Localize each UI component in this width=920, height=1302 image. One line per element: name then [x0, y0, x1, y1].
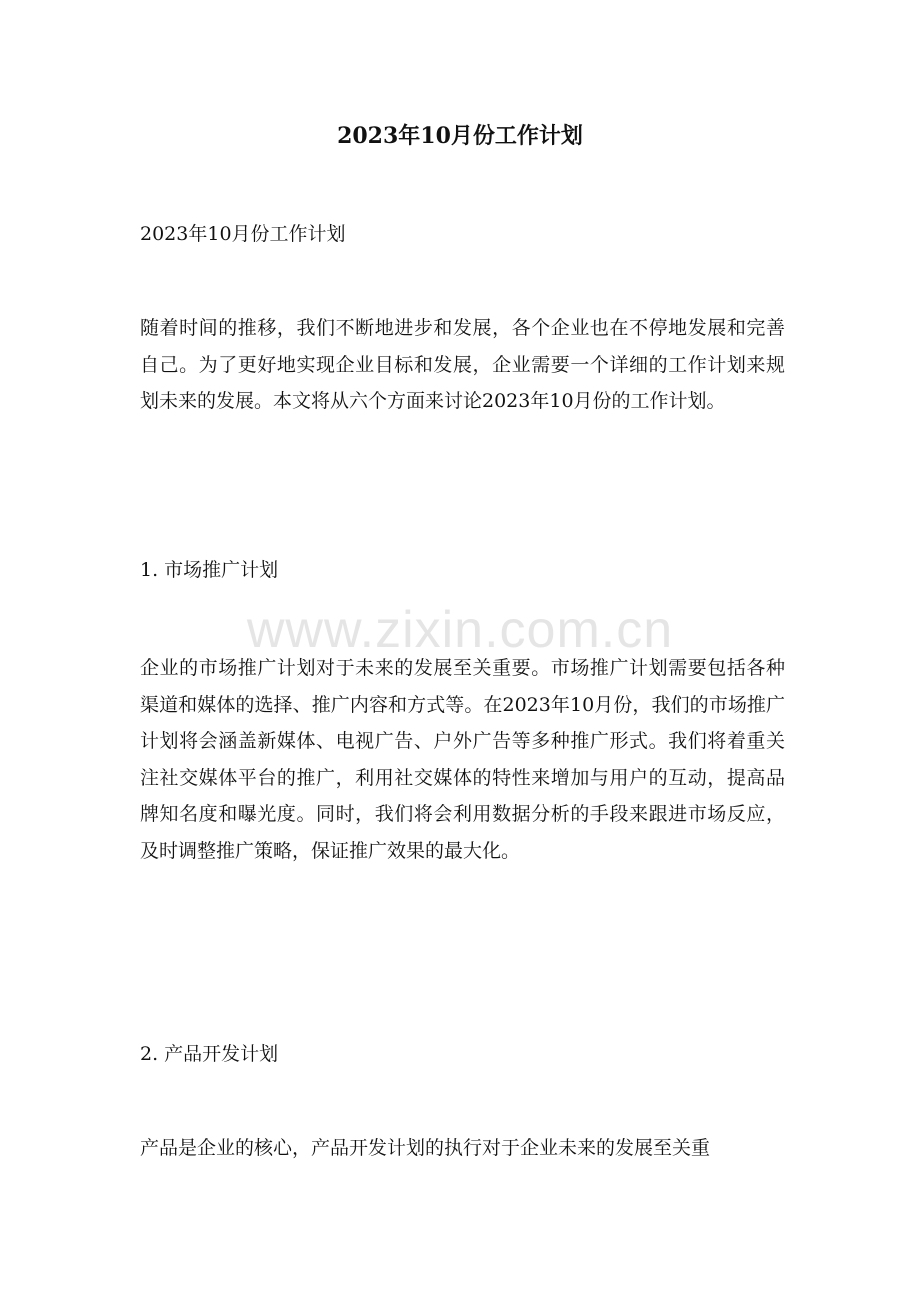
- document-title: 2023年10月份工作计划: [337, 123, 583, 149]
- document-subtitle: 2023年10月份工作计划: [140, 223, 346, 245]
- watermark-text: www.zixin.com.cn: [246, 601, 674, 659]
- intro-paragraph: 随着时间的推移，我们不断地进步和发展，各个企业也在不停地发展和完善自己。为了更好地实现企业目标和发展，企业需要一个详细的工作计划来规划未来的发展。本文将从六个方面来讨论2023年10月份的工作计划。: [140, 317, 785, 412]
- section-body-product: 产品是企业的核心，产品开发计划的执行对于企业未来的发展至关重: [140, 1137, 711, 1159]
- section-body-marketing: 企业的市场推广计划对于未来的发展至关重要。市场推广计划需要包括各种渠道和媒体的选择、推广内容和方式等。在2023年10月份，我们的市场推广计划将会涵盖新媒体、电视广告、户外广告等多种推广形式。我们将着重关注社交媒体平台的推广，利用社交媒体的特性来增加与用户的互动，提高品牌知名度和曝光度。同时，我们将会利用数据分析的手段来跟进市场反应，及时调整推广策略，保证推广效果的最大化。: [140, 657, 785, 862]
- section-heading-marketing: 1. 市场推广计划: [140, 559, 279, 581]
- section-heading-product: 2. 产品开发计划: [140, 1043, 279, 1065]
